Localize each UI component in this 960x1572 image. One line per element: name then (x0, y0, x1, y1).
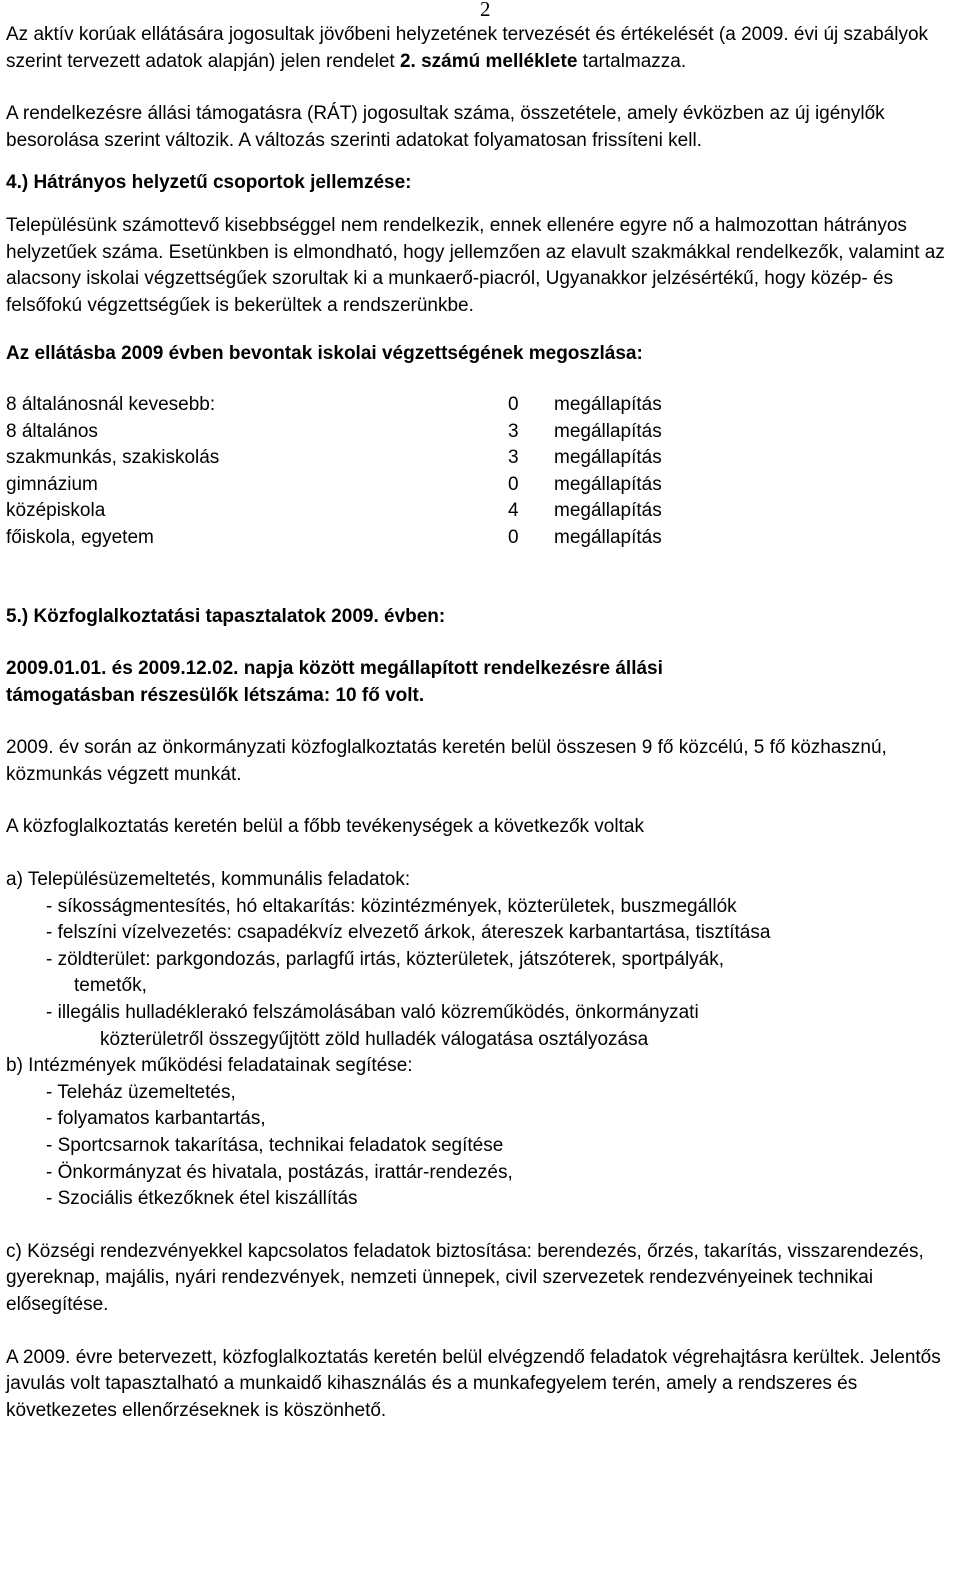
group-a-title: a) Településüzemeltetés, kommunális feladatok: (6, 869, 411, 891)
list-item: - síkosságmentesítés, hó eltakarítás: közintézmények, közterületek, buszmegállók (46, 895, 737, 917)
table-row (6, 498, 734, 525)
page-number: 2 (480, 0, 491, 21)
intro-text-c: tartalmazza. (577, 50, 687, 72)
table-row (6, 445, 734, 472)
education-count: 3 (508, 420, 519, 442)
rat-paragraph: A rendelkezésre állási támogatásra (RÁT) jogosultak száma, összetétele, amely évközben az új igénylők besorolása szerint változik. A változás szerinti adatokat folyamatosan frissíteni kell. (6, 103, 885, 151)
activities-intro: A közfoglalkoztatás keretén belül a főbb tevékenységek a következők voltak (6, 816, 644, 838)
education-unit: megállapítás (554, 526, 662, 548)
group-b-title: b) Intézmények működési feladatainak segítése: (6, 1055, 413, 1077)
table-row (6, 472, 734, 499)
list-item: temetők, (74, 975, 147, 997)
list-item: - felszíni vízelvezetés: csapadékvíz elvezető árkok, átereszek karbantartása, tisztítása (46, 922, 771, 944)
table-row (6, 392, 734, 419)
education-unit: megállapítás (554, 393, 662, 415)
education-heading: Az ellátásba 2009 évben bevontak iskolai végzettségének megoszlása: (6, 343, 643, 365)
education-unit: megállapítás (554, 473, 662, 495)
education-count: 0 (508, 526, 519, 548)
section4-paragraph: Településünk számottevő kisebbséggel nem rendelkezik, ennek ellenére egyre nő a halmozottan hátrányos helyzetűek száma. Esetünkben is elmondható, hogy jellemzően az elavult szakmákkal rendelkezők, valamint az alacsony iskolai végzettségűek szorultak ki a munkaerő-piacról, Ugyanakkor jelzésértékű, hogy közép- és felsőfokú végzettségűek is bekerültek a rendszerünkbe. (6, 214, 945, 316)
education-category: középiskola (6, 500, 106, 522)
intro-annex-reference: 2. számú melléklete (399, 50, 578, 72)
education-category: főiskola, egyetem (6, 526, 154, 548)
education-count: 4 (508, 500, 519, 522)
group-c-paragraph: c) Községi rendezvényekkel kapcsolatos feladatok biztosítása: berendezés, őrzés, takarítás, visszarendezés, gyereknap, majális, nyári rendezvények, nemzeti ünnepek, civil szervezetek rendezvényeinek technikai elősegítése. (6, 1240, 924, 1315)
table-row (6, 525, 734, 552)
education-unit: megállapítás (554, 447, 662, 469)
table-row (6, 419, 734, 446)
section5-paragraph: 2009. év során az önkormányzati közfoglalkoztatás keretén belül összesen 9 fő közcélú, 5 fő közhasznú, közmunkás végzett munkát. (6, 737, 887, 785)
list-item: - Önkormányzat és hivatala, postázás, irattár-rendezés, (46, 1161, 513, 1183)
education-unit: megállapítás (554, 420, 662, 442)
group-b-list (6, 1080, 956, 1213)
education-category: szakmunkás, szakiskolás (6, 447, 220, 469)
list-item: közterületről összegyűjtött zöld hulladék válogatása osztályozása (100, 1028, 649, 1050)
education-category: 8 általánosnál kevesebb: (6, 393, 216, 415)
education-count: 3 (508, 447, 519, 469)
section5-bold-line1: 2009.01.01. és 2009.12.02. napja között megállapított rendelkezésre állási (6, 658, 663, 680)
list-item: - folyamatos karbantartás, (46, 1108, 266, 1130)
education-count: 0 (508, 473, 519, 495)
list-item: - Szociális étkezőknek étel kiszállítás (46, 1188, 358, 1210)
education-count: 0 (508, 393, 519, 415)
education-category: gimnázium (6, 473, 98, 495)
intro-paragraph (6, 22, 956, 75)
education-category: 8 általános (6, 420, 98, 442)
education-unit: megállapítás (554, 500, 662, 522)
intro-text-a: Az aktív korúak ellátására jogosultak jövőbeni helyzetének tervezését és értékelését (a 2009. évi új szabályok szerint tervezett adatok alapján) jelen rendelet (6, 24, 929, 72)
section4-heading: 4.) Hátrányos helyzetű csoportok jellemzése: (6, 172, 412, 194)
list-item: - illegális hulladéklerakó felszámolásában való közreműködés, önkormányzati (46, 1002, 699, 1024)
list-item: - Sportcsarnok takarítása, technikai feladatok segítése (46, 1135, 504, 1156)
section5-bold-line2: támogatásban részesülők létszáma: 10 fő volt. (6, 684, 425, 706)
list-item: - zöldterület: parkgondozás, parlagfű irtás, közterületek, játszóterek, sportpályák, (46, 948, 725, 970)
education-table (6, 392, 734, 552)
closing-paragraph: A 2009. évre betervezett, közfoglalkoztatás keretén belül elvégzendő feladatok végrehajtásra kerültek. Jelentős javulás volt tapasztalható a munkaidő kihasználás és a munkafegyelem terén, amely a rendszeres és következetes ellenőrzéseknek is köszönhető. (6, 1346, 941, 1421)
list-item: - Teleház üzemeltetés, (46, 1081, 236, 1103)
group-a-list (6, 894, 956, 1054)
document-page (6, 0, 956, 1424)
section5-heading: 5.) Közfoglalkoztatási tapasztalatok 2009. évben: (6, 605, 446, 627)
